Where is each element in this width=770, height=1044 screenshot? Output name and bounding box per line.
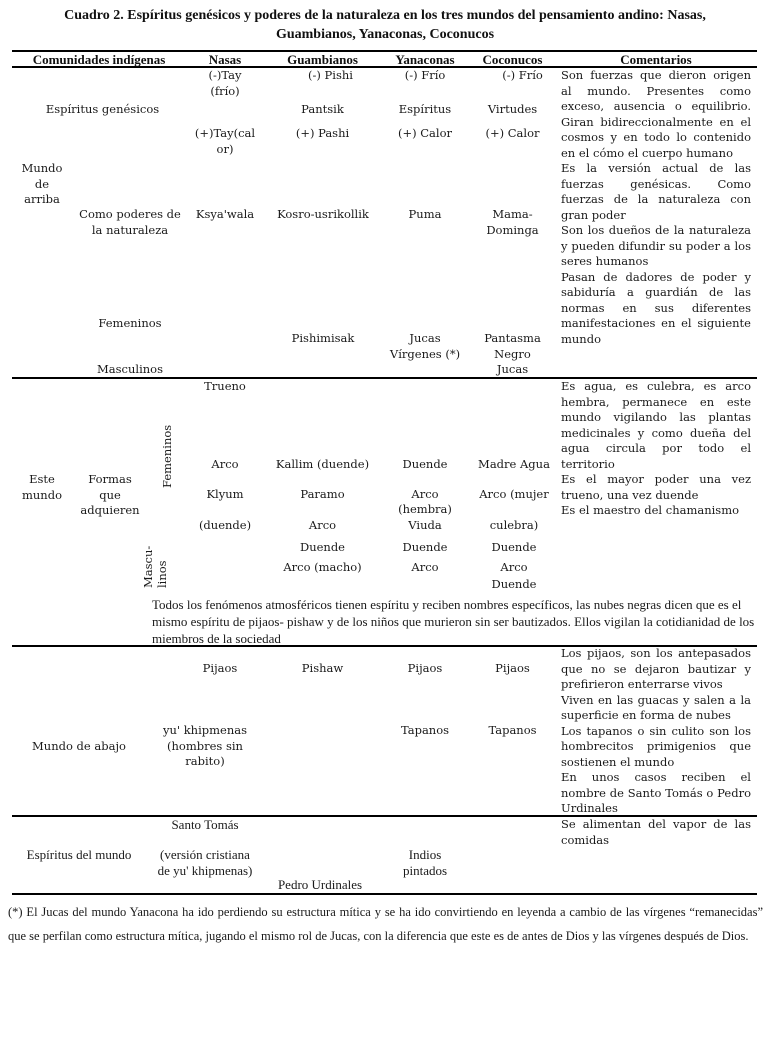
cell-guambianos: Arco — [308, 518, 337, 532]
label-line: mundo — [21, 487, 62, 502]
cell-yanaconas: Viuda — [408, 518, 442, 532]
label-line: Como poderes de — [79, 207, 181, 221]
table-bottom-rule — [12, 893, 757, 895]
cell-yanaconas: Arco — [411, 560, 439, 574]
cell-coconucos: Madre Agua — [478, 457, 550, 471]
column-header-nasas: Nasas — [208, 52, 242, 67]
label-line: arriba — [24, 192, 60, 206]
cell-nasas-klyum: Klyum — [206, 487, 244, 501]
cell-nasas-santo-tomas: Santo Tomás — [171, 817, 239, 832]
column-header-communities: Comunidades indígenas — [32, 52, 166, 67]
label-line: Mundo — [21, 161, 63, 175]
cell-yanaconas-poderes: Puma — [408, 207, 442, 221]
world-label-arriba — [14, 161, 70, 208]
label-line: Formas — [88, 472, 132, 486]
comment-text: Es agua, es culebra, es arco hembra, permanece en este mundo vigilando las plantas medicinales y como dueña del agua circula por todo el territorio — [561, 379, 751, 471]
cell-guambianos-middle: Pantsik — [301, 102, 344, 116]
cell-coconucos-poderes — [470, 207, 555, 238]
cell-yanaconas-negative: (-) Frío — [404, 68, 446, 82]
cell-guambianos-pedro-urdinales: Pedro Urdinales — [277, 877, 363, 892]
column-header-yanaconas: Yanaconas — [395, 52, 455, 67]
comments-este-mundo — [561, 379, 751, 519]
cell-nasas-negative — [190, 68, 260, 99]
cell-coconucos-genero — [470, 331, 555, 378]
cell-coconucos-middle: Virtudes — [487, 102, 538, 116]
comments-mundo-abajo — [561, 646, 751, 817]
cell-line: (+)Tay(cal — [194, 126, 256, 140]
label-line: Mascu- — [141, 545, 155, 588]
category-poderes-naturaleza — [75, 207, 185, 238]
label-line: linos — [155, 560, 169, 588]
cell-coconucos-tapanos: Tapanos — [488, 723, 537, 737]
comments-mundo-arriba — [561, 68, 751, 347]
label-line: adquieren — [80, 503, 140, 517]
comment-text: Es el mayor poder una vez trueno, una vez duende — [561, 472, 751, 502]
table-title-line-2: Guambianos, Yanaconas, Coconucos — [275, 27, 495, 42]
world-label-este — [14, 472, 70, 503]
comment-text: Es el maestro del chamanismo — [561, 503, 740, 517]
column-header-coconucos: Coconucos — [482, 52, 543, 67]
cell-guambianos-positive: (+) Pashi — [295, 126, 350, 140]
este-mundo-note: Todos los fenómenos atmosféricos tienen espíritu y reciben nombres específicos, las nubes negras dicen que es el mismo espíritu de pijaos- pishaw y de los niños que murieron sin ser bautizados. Ellos vigilan la cotidianidad de los miembros de la sociedad — [152, 597, 755, 646]
label-line: de — [34, 176, 50, 191]
footnote: (*) El Jucas del mundo Yanacona ha ido perdiendo su estructura mítica y se ha ido convirtiendo en leyenda a cambio de las vírgenes “remanecidas” que se perfilan como estructura mítica, jugando el mismo rol de Jucas, con la diferencia que este es de antes de Dios y las vírgenes después de Dios. — [8, 905, 763, 943]
cell-line: de yu' khipmenas) — [157, 862, 253, 878]
cell-nasas-trueno: Trueno — [204, 379, 246, 393]
cell-guambianos: Paramo — [300, 487, 345, 501]
cell-line: (hombres sin — [167, 738, 243, 753]
cell-yanaconas-pijaos: Pijaos — [407, 661, 443, 675]
category-femeninos: Femeninos — [98, 316, 162, 330]
cell-coconucos-negative: (-) Frío — [502, 68, 543, 82]
cell-yanaconas-middle: Espíritus — [398, 102, 452, 116]
label-line: Este — [29, 472, 55, 486]
cell-guambianos-genero: Pishimisak — [291, 331, 355, 345]
comment-text: Son fuerzas que dieron origen al mundo. Presentes como exceso, ausencia o equilibrio. Giran bidireccionalmente en el cosmos y en todo lo contenido en el cómo el cuerpo humano — [561, 68, 751, 160]
cell-yanaconas: Arco — [411, 487, 439, 501]
cell-nasas-pijaos: Pijaos — [202, 661, 238, 675]
cell-yanaconas-positive: (+) Calor — [397, 126, 453, 140]
category-formas-adquieren — [75, 472, 145, 519]
cell-nasas-khipmenas — [150, 723, 260, 770]
comment-text: Es la versión actual de las fuerzas genésicas. Como fuerzas de la naturaleza con gran poder — [561, 161, 751, 222]
cell-yanaconas-genero — [380, 331, 470, 362]
cell-line: Jucas — [496, 362, 529, 376]
comment-text: Son los dueños de la naturaleza y pueden difundir su poder a los seres humanos — [561, 223, 751, 268]
cell-yanaconas: Duende — [402, 457, 448, 471]
cell-nasas-arco: Arco — [211, 457, 239, 471]
cell-nasas-duende: (duende) — [198, 518, 252, 532]
comments-espiritus-mundo — [561, 817, 751, 848]
cell-coconucos: Arco (mujer — [479, 487, 549, 501]
label-line: que — [99, 487, 121, 502]
cell-yanaconas: (hembra) — [398, 502, 452, 516]
cell-guambianos: Kallim (duende) — [275, 457, 370, 471]
cell-coconucos: culebra) — [489, 518, 539, 532]
cell-coconucos: Arco — [500, 560, 528, 574]
comment-text: Viven en las guacas y salen a la superficie en forma de nubes — [561, 692, 751, 722]
cell-line: (-)Tay — [208, 68, 242, 82]
cell-line: Pantasma — [484, 331, 541, 345]
cell-coconucos: Duende — [491, 577, 537, 591]
cell-line: Dominga — [486, 222, 539, 237]
cell-line: Negro — [494, 346, 531, 361]
comment-text: Pasan de dadores de poder y sabiduría a guardián de las normas en sus diferentes manifestaciones en el siguiente mundo — [561, 269, 751, 346]
cell-line: Mama- — [492, 207, 533, 221]
table-title-line-1: Cuadro 2. Espíritus genésicos y poderes de la naturaleza en los tres mundos del pensamiento andino: Nasas, — [64, 8, 706, 23]
cell-line: (versión cristiana — [160, 847, 250, 862]
comment-text: En unos casos reciben el nombre de Santo Tomás o Pedro Urdinales — [561, 770, 751, 815]
cell-nasas-version-cristiana — [145, 847, 265, 878]
category-masculinos: Masculinos — [97, 362, 163, 376]
cell-line: Jucas — [409, 331, 441, 345]
cell-line: Indios — [408, 847, 442, 862]
cell-nasas-poderes: Ksya'wala — [195, 207, 255, 221]
column-header-comments: Comentarios — [620, 52, 692, 67]
label-line: la naturaleza — [91, 222, 169, 237]
category-espiritus-mundo: Espíritus del mundo — [26, 847, 132, 862]
cell-yanaconas-indios-pintados — [385, 847, 465, 878]
cell-guambianos: Arco (macho) — [283, 560, 362, 574]
comment-text: Se alimentan del vapor de las comidas — [561, 817, 751, 847]
cell-yanaconas: Duende — [402, 540, 448, 554]
cell-coconucos-pijaos: Pijaos — [495, 661, 530, 675]
cell-line: (frío) — [210, 83, 240, 98]
cell-guambianos: Duende — [299, 540, 345, 554]
cell-line: Vírgenes (*) — [389, 346, 461, 361]
column-header-guambianos: Guambianos — [287, 52, 358, 67]
cell-guambianos-pishaw: Pishaw — [301, 661, 344, 675]
cell-line: yu' khipmenas — [162, 723, 247, 737]
cell-line: or) — [216, 141, 234, 156]
table-title — [0, 6, 770, 44]
world-label-abajo: Mundo de abajo — [32, 739, 126, 753]
cell-guambianos-poderes: Kosro-usrikollik — [277, 207, 369, 221]
cell-line: rabito) — [185, 754, 225, 768]
vertical-label-masculinos — [141, 546, 169, 588]
cell-yanaconas-tapanos: Tapanos — [400, 723, 450, 737]
cell-guambianos-negative: (-) Pishi — [308, 68, 353, 82]
vertical-label-femeninos: Femeninos — [160, 424, 174, 488]
cell-coconucos-positive: (+) Calor — [485, 126, 540, 140]
cell-line: pintados — [402, 862, 448, 878]
cell-nasas-positive — [190, 126, 260, 157]
comment-text: Los tapanos o sin culito son los hombrecitos primigenios que sostienen el mundo — [561, 723, 751, 769]
cell-coconucos: Duende — [491, 540, 537, 554]
comment-text: Los pijaos, son los antepasados que no se dejaron bautizar y prefirieron enterrarse vivos — [561, 646, 751, 691]
category-espiritus-genesicos: Espíritus genésicos — [45, 102, 160, 116]
